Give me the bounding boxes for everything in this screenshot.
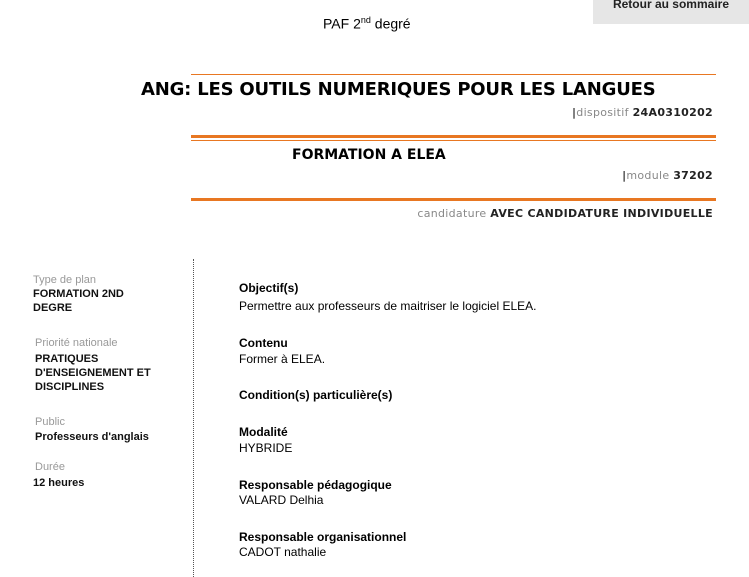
candidature-label: candidature	[417, 207, 487, 220]
type-plan-label: Type de plan	[33, 274, 96, 286]
modalite-text: HYBRIDE	[239, 441, 293, 455]
resp-orga-text: CADOT nathalie	[239, 545, 327, 559]
objectifs-text: Permettre aux professeurs de maitriser le logiciel ELEA.	[239, 299, 537, 313]
column-divider	[193, 259, 194, 577]
public-value: Professeurs d'anglais	[35, 431, 149, 443]
divider-module	[191, 198, 716, 201]
dispositif-title: ANG: LES OUTILS NUMERIQUES POUR LES LANGUES	[141, 79, 656, 100]
divider-dispositif-thin	[191, 140, 716, 141]
module-title: FORMATION A ELEA	[292, 147, 446, 163]
divider-dispositif	[191, 135, 716, 138]
public-label: Public	[35, 416, 65, 428]
type-plan-value: FORMATION 2ND DEGRE	[33, 288, 124, 314]
module-code: 37202	[673, 169, 713, 182]
modalite-title: Modalité	[239, 425, 288, 439]
contenu-text: Former à ELEA.	[239, 352, 326, 366]
candidature-meta	[417, 207, 713, 220]
duree-label: Durée	[35, 461, 65, 473]
objectifs-title: Objectif(s)	[239, 281, 299, 295]
divider-top	[191, 74, 716, 75]
resp-peda-text: VALARD Delhia	[239, 493, 324, 507]
dispositif-code: 24A0310202	[632, 106, 713, 119]
paf-heading	[323, 15, 411, 32]
paf-prefix: PAF 2	[323, 15, 361, 32]
meta-bar: |	[622, 169, 627, 182]
priorite-label: Priorité nationale	[35, 337, 118, 349]
contenu-title: Contenu	[239, 336, 288, 350]
conditions-title: Condition(s) particulière(s)	[239, 388, 393, 402]
meta-bar: |	[571, 106, 577, 119]
duree-value: 12 heures	[33, 477, 85, 489]
paf-sup: nd	[360, 15, 371, 25]
dispositif-meta	[572, 106, 713, 119]
resp-orga-title: Responsable organisationnel	[239, 530, 407, 544]
resp-peda-title: Responsable pédagogique	[239, 478, 392, 492]
module-label: module	[626, 169, 670, 182]
priorite-value: PRATIQUES D'ENSEIGNEMENT ET DISCIPLINES	[35, 353, 151, 393]
paf-suffix: degré	[370, 15, 411, 32]
module-meta	[622, 169, 713, 182]
retour-au-sommaire-button[interactable]: Retour au sommaire	[593, 0, 749, 24]
dispositif-label: dispositif	[576, 106, 629, 119]
candidature-value: AVEC CANDIDATURE INDIVIDUELLE	[490, 207, 713, 220]
